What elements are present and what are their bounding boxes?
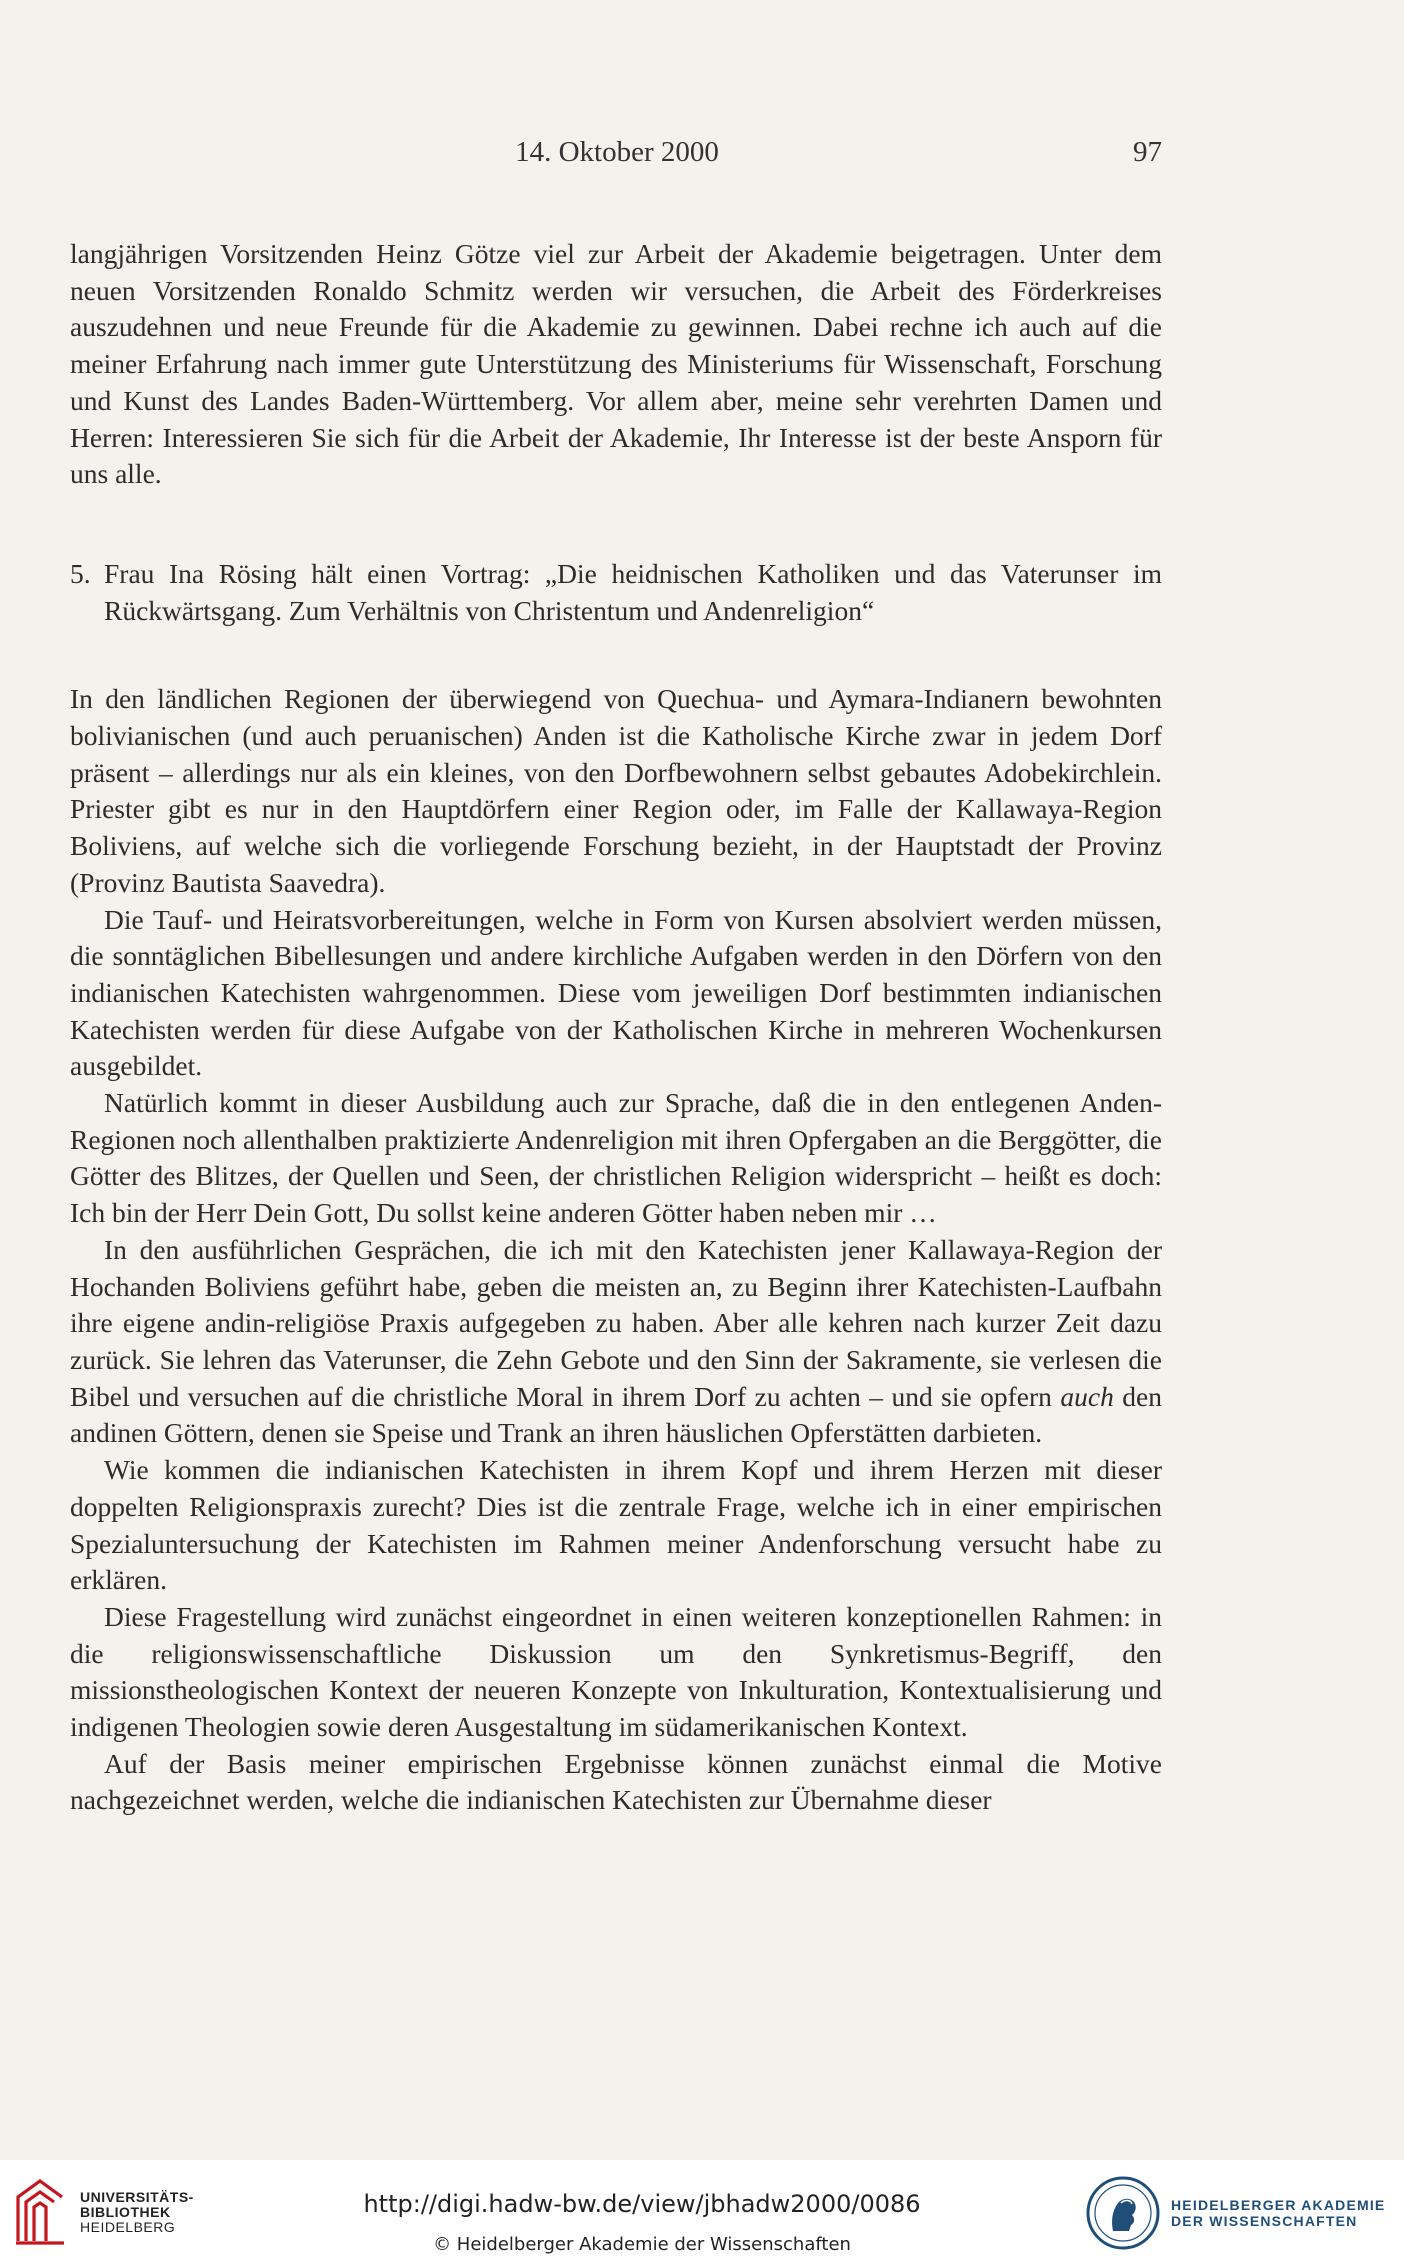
running-head-title: 14. Oktober 2000	[515, 136, 719, 168]
agenda-item	[70, 556, 1162, 629]
academy-name-line: HEIDELBERGER AKADEMIE	[1171, 2197, 1386, 2213]
footer-bar	[0, 2160, 1404, 2265]
agenda-item-number: 5.	[70, 557, 91, 589]
library-logo-icon	[14, 2175, 66, 2247]
paragraph	[70, 1232, 1162, 1452]
paragraph: In den ländlichen Regionen der überwiegend von Quechua- und Aymara-Indianern bewohnten bolivianischen (und auch peruanischen) Anden ist die Katholische Kirche zwar in jedem Dorf präsent – allerdings nur als ein kleines, von den Dorfbewohnern selbst gebautes Adobekirchlein. Priester gibt es nur in den Hauptdörfern einer Region oder, im Falle der Kallawaya-Region Boliviens, auf welche sich die vorliegende Forschung bezieht, in der Hauptstadt der Provinz (Provinz Bautista Saavedra).	[70, 683, 1162, 898]
academy-name-line: DER WISSENSCHAFTEN	[1171, 2213, 1358, 2229]
academy-name	[1171, 2197, 1385, 2229]
paragraph-text: den andinen Göttern, denen sie Speise und Trank an ihren häuslichen Opferstätten darbieten.	[70, 1380, 1162, 1449]
agenda-item-text: Frau Ina Rösing hält einen Vortrag: „Die heidnischen Katholiken und das Vaterunser im Rückwärtsgang. Zum Verhältnis von Christentum und Andenreligion“	[104, 557, 1162, 626]
paragraph-text: In den ausführlichen Gesprächen, die ich mit den Katechisten jener Kallawaya-Region der Hochanden Boliviens geführt habe, geben die meisten an, zu Beginn ihrer Katechisten-Laufbahn ihre eigene andin-religiöse Praxis aufgegeben zu haben. Aber alle kehren nach kurzer Zeit dazu zurück. Sie lehren das Vaterunser, die Zehn Gebote und den Sinn der Sakramente, sie verlesen die Bibel und versuchen auf die christliche Moral in ihrem Dorf zu achten – und sie opfern	[70, 1233, 1162, 1412]
source-url-link[interactable]: http://digi.hadw-bw.de/view/jbhadw2000/0086	[363, 2190, 921, 2218]
library-name-line: UNIVERSITÄTS-	[80, 2189, 194, 2205]
library-name-line: BIBLIOTHEK	[80, 2204, 171, 2220]
emphasis-text: auch	[1060, 1380, 1114, 1412]
paragraph: Auf der Basis meiner empirischen Ergebnisse können zunächst einmal die Motive nachgezeichnet werden, welche die indianischen Katechisten zur Übernahme dieser	[70, 1747, 1162, 1816]
paragraph: langjährigen Vorsitzenden Heinz Götze viel zur Arbeit der Akademie beigetragen. Unter dem neuen Vorsitzenden Ronaldo Schmitz werden wir versuchen, die Arbeit des Förderkreises auszudehnen und neue Freunde für die Akademie zu gewinnen. Dabei rechne ich auch auf die meiner Erfahrung nach immer gute Unterstützung des Ministeriums für Wissenschaft, Forschung und Kunst des Landes Baden-Württemberg. Vor allem aber, meine sehr verehrten Damen und Herren: Interessieren Sie sich für die Arbeit der Akademie, Ihr Interesse ist der beste Ansporn für uns alle.	[70, 238, 1162, 490]
paragraph: Wie kommen die indianischen Katechisten in ihrem Kopf und ihrem Herzen mit dieser doppelten Religionspraxis zurecht? Dies ist die zentrale Frage, welche ich in einer empirischen Spezialuntersuchung der Katechisten im Rahmen meiner Andenforschung versucht habe zu erklären.	[70, 1454, 1162, 1596]
paragraph: Natürlich kommt in dieser Ausbildung auch zur Sprache, daß die in den entlegenen Anden-Regionen noch allenthalben praktizierte Andenreligion mit ihren Opfergaben an die Berggötter, die Götter des Blitzes, der Quellen und Seen, der christlichen Religion widerspricht – heißt es doch: Ich bin der Herr Dein Gott, Du sollst keine anderen Götter haben neben mir …	[70, 1087, 1162, 1229]
paragraph: Die Tauf- und Heiratsvorbereitungen, welche in Form von Kursen absolviert werden müssen, die sonntäglichen Bibellesungen und andere kirchliche Aufgaben werden in den Dörfern von den indianischen Katechisten wahrgenommen. Diese vom jeweiligen Dorf bestimmten indianischen Katechisten werden für diese Aufgabe von der Katholischen Kirche in mehreren Wochenkursen ausgebildet.	[70, 903, 1162, 1082]
page-number: 97	[1133, 136, 1162, 168]
library-name-line: HEIDELBERG	[80, 2219, 176, 2235]
academy-seal-icon	[1085, 2175, 1161, 2251]
running-head	[72, 136, 1162, 176]
library-name	[80, 2190, 194, 2235]
copyright-notice: © Heidelberger Akademie der Wissenschaften	[433, 2234, 851, 2255]
paragraph: Diese Fragestellung wird zunächst eingeordnet in einen weiteren konzeptionellen Rahmen: in die religionswissenschaftliche Diskussion um den Synkretismus-Begriff, den missionstheologischen Kontext der neueren Konzepte von Inkulturation, Kontextualisierung und indigenen Theologien sowie deren Ausgestaltung im südamerikanischen Kontext.	[70, 1600, 1162, 1743]
body-text	[70, 236, 1162, 1819]
